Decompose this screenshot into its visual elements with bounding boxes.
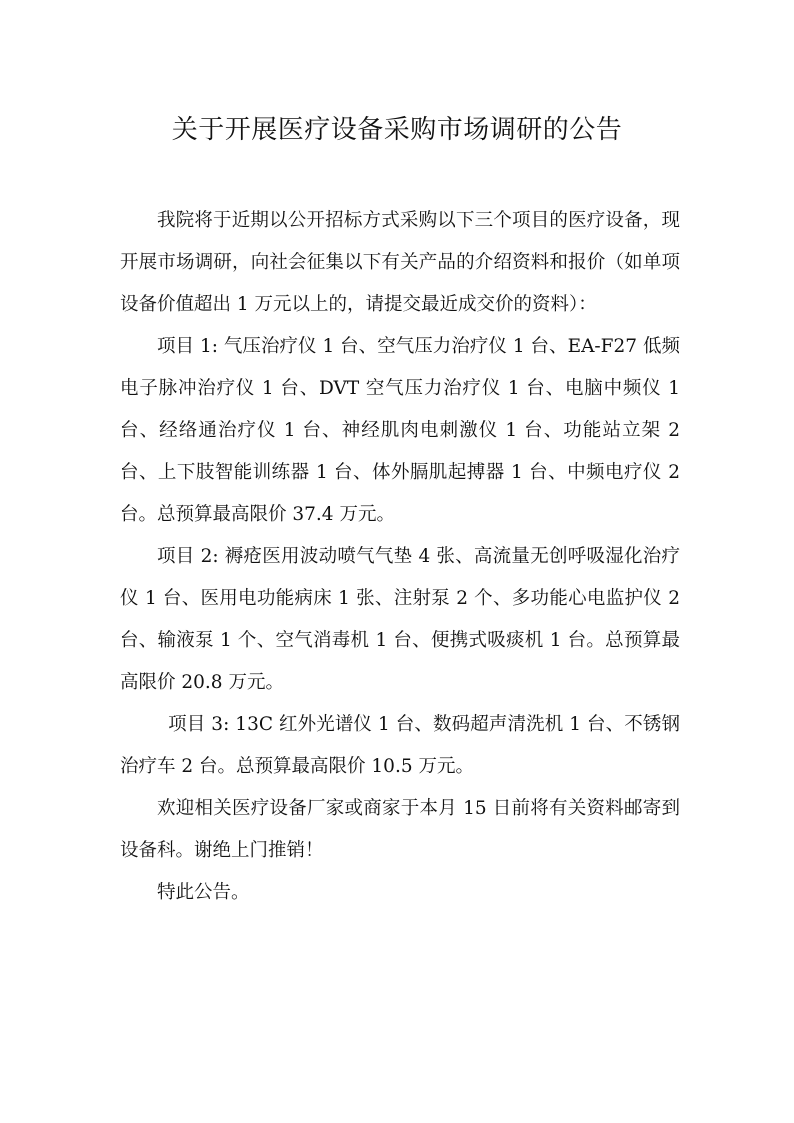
document-title: 关于开展医疗设备采购市场调研的公告 — [171, 115, 623, 145]
closing-paragraph: 特此公告。 — [157, 882, 250, 903]
intro-paragraph: 我院将于近期以公开招标方式采购以下三个项目的医疗设备，现开展市场调研，向社会征集以下有关产品的介绍资料和报价（如单项设备价值超出 1 万元以上的，请提交最近成交价的资料）： — [120, 210, 680, 315]
project-3-paragraph: 项目 3: 13C 红外光谱仪 1 台、数码超声清洗机 1 台、不锈钢治疗车 2 台。总预算最高限价 10.5 万元。 — [120, 714, 680, 777]
project-2-paragraph: 项目 2: 褥疮医用波动喷气气垫 4 张、高流量无创呼吸湿化治疗仪 1 台、医用电功能病床 1 张、注射泵 2 个、多功能心电监护仪 2 台、输液泵 1 个、空气消毒机 1 台、便携式吸痰机 1 台。总预算最高限价 20.8 万元。 — [120, 546, 680, 693]
project-1-paragraph: 项目 1: 气压治疗仪 1 台、空气压力治疗仪 1 台、EA-F27 低频电子脉冲治疗仪 1 台、DVT 空气压力治疗仪 1 台、电脑中频仪 1 台、经络通治疗仪 1 台、神经肌肉电刺激仪 1 台、功能站立架 2 台、上下肢智能训练器 1 台、体外膈肌起搏器 1 台、中频电疗仪 2 台。总预算最高限价 37.4 万元。 — [120, 336, 680, 525]
document-body — [120, 200, 680, 914]
invitation-paragraph: 欢迎相关医疗设备厂家或商家于本月 15 日前将有关资料邮寄到设备科。谢绝上门推销！ — [120, 798, 680, 861]
